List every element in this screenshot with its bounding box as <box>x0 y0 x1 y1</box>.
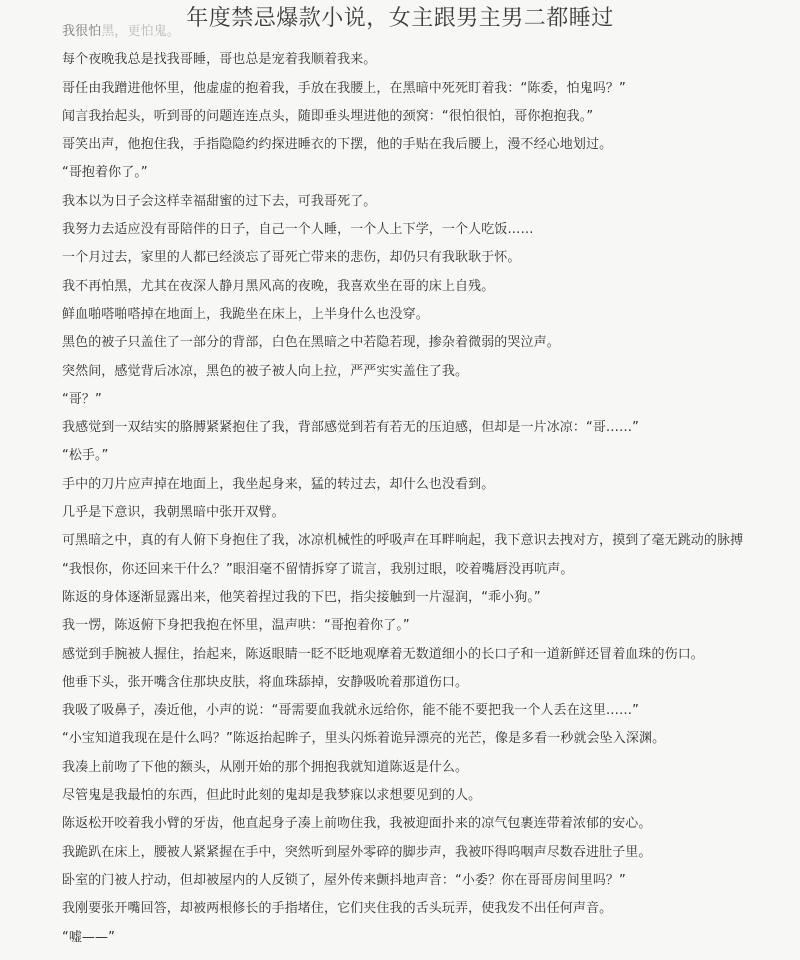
paragraph: 我努力去适应没有哥陪伴的日子，自己一个人睡，一个人上下学，一个人吃饭…… <box>62 222 534 238</box>
paragraph: 卧室的门被人拧动，但却被屋内的人反锁了，屋外传来颤抖地声音：“小委？你在哥哥房间里吗？” <box>62 872 626 888</box>
paragraph: 我一愣，陈返俯下身把我抱在怀里，温声哄：“哥抱着你了。” <box>62 618 410 634</box>
paragraph: “我恨你，你还回来干什么？”眼泪毫不留情拆穿了谎言，我别过眼，咬着嘴唇没再吭声。 <box>62 561 574 577</box>
story-text <box>62 18 782 952</box>
paragraph: 他垂下头，张开嘴含住那块皮肤，将血珠舔掉，安静吸吮着那道伤口。 <box>62 674 469 690</box>
paragraph: 哥任由我蹭进他怀里，他虚虚的抱着我，手放在我腰上，在黑暗中死死盯着我：“陈委，怕鬼吗？” <box>62 80 626 96</box>
paragraph: 我本以为日子会这样幸福甜蜜的过下去，可我哥死了。 <box>62 193 377 209</box>
overlay-title: 年度禁忌爆款小说，女主跟男主男二都睡过 <box>0 2 800 36</box>
paragraph: 感觉到手腕被人握住，抬起来，陈返眼睛一眨不眨地观摩着无数道细小的长口子和一道新鲜还冒着血珠的伤口。 <box>62 646 704 662</box>
paragraph: “松手。” <box>62 448 109 464</box>
paragraph: “哥抱着你了。” <box>62 165 148 181</box>
paragraph: 可黑暗之中，真的有人俯下身抱住了我，冰凉机械性的呼吸声在耳畔响起，我下意识去拽对方，摸到了毫无跳动的脉搏 <box>62 533 744 549</box>
paragraph: 我感觉到一双结实的胳膊紧紧抱住了我，背部感觉到若有若无的压迫感，但却是一片冰凉：“哥……” <box>62 420 639 436</box>
first-line-faded: 黑，更怕鬼。 <box>101 24 180 39</box>
paragraph: 突然间，感觉背后冰凉，黑色的被子被人向上拉，严严实实盖住了我。 <box>62 363 469 379</box>
paragraph: 鲜血啪嗒啪嗒掉在地面上，我跪坐在床上，上半身什么也没穿。 <box>62 306 429 322</box>
paragraph: 我跪趴在床上，腰被人紧紧握在手中，突然听到屋外零碎的脚步声，我被吓得呜咽声尽数吞进肚子里。 <box>62 844 652 860</box>
paragraph: 我吸了吸鼻子，凑近他，小声的说：“哥需要血我就永远给你，能不能不要把我一个人丢在这里……” <box>62 703 639 719</box>
paragraph: 闻言我抬起头，听到哥的问题连连点头，随即垂头埋进他的颈窝：“很怕很怕，哥你抱抱我。” <box>62 108 594 124</box>
paragraph: 黑色的被子只盖住了一部分的背部，白色在黑暗之中若隐若现，掺杂着微弱的哭泣声。 <box>62 335 560 351</box>
paragraph: 一个月过去，家里的人都已经淡忘了哥死亡带来的悲伤，却仍只有我耿耿于怀。 <box>62 250 521 266</box>
paragraph: “嘘——” <box>62 929 115 945</box>
paragraph: “哥？” <box>62 391 102 407</box>
paragraph: 陈返松开咬着我小臂的牙齿，他直起身子凑上前吻住我，我被迎面扑来的凉气包裹连带着浓郁的安心。 <box>62 816 652 832</box>
paragraph: 每个夜晚我总是找我哥睡，哥也总是宠着我顺着我来。 <box>62 52 377 68</box>
paragraph: 我凑上前吻了下他的额头，从刚开始的那个拥抱我就知道陈返是什么。 <box>62 759 469 775</box>
paragraph: 陈返的身体逐渐显露出来，他笑着捏过我的下巴，指尖接触到一片湿润，“乖小狗。” <box>62 589 541 605</box>
paragraph: 我不再怕黑，尤其在夜深人静月黑风高的夜晚，我喜欢坐在哥的床上自残。 <box>62 278 495 294</box>
paragraph: “小宝知道我现在是什么吗？”陈返抬起眸子，里头闪烁着诡异漂亮的光芒，像是多看一秒就会坠入深渊。 <box>62 731 666 747</box>
paragraph: 手中的刀片应声掉在地面上，我坐起身来，猛的转过去，却什么也没看到。 <box>62 476 495 492</box>
paragraph: 哥笑出声，他抱住我，手指隐隐约约探进睡衣的下摆，他的手贴在我后腰上，漫不经心地划过。 <box>62 137 613 153</box>
paragraph: 几乎是下意识，我朝黑暗中张开双臂。 <box>62 505 285 521</box>
first-line-prefix: 我很怕 <box>62 24 102 39</box>
paragraph: 我刚要张开嘴回答，却被两根修长的手指堵住，它们夹住我的舌头玩弄，使我发不出任何声音。 <box>62 901 613 917</box>
paragraph: 尽管鬼是我最怕的东西，但此时此刻的鬼却是我梦寐以求想要见到的人。 <box>62 788 482 804</box>
